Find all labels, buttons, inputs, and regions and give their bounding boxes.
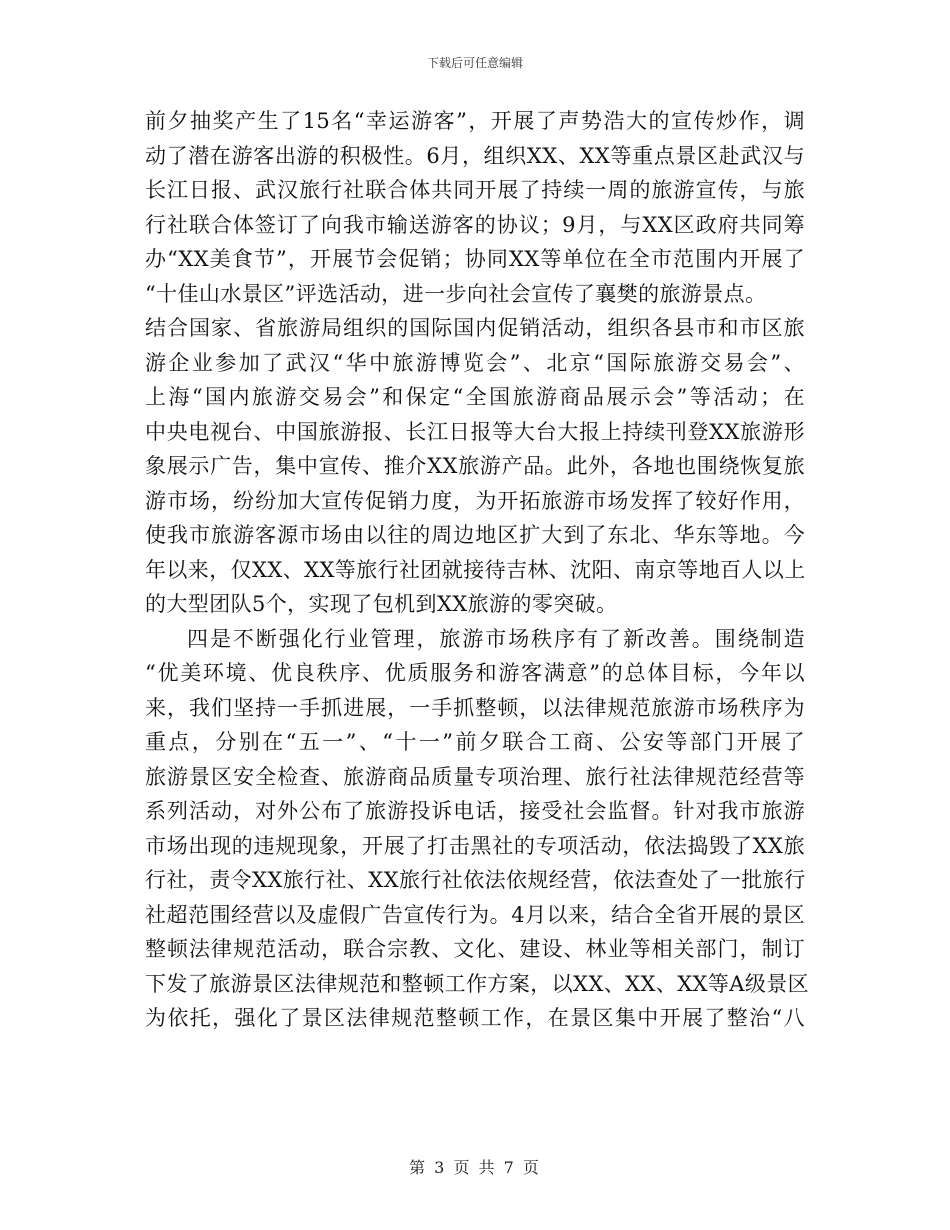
document-body [145,104,810,1036]
text-line: 上海“国内旅游交易会”和保定“全国旅游商品展示会”等活动；在 [145,385,805,409]
text-line: 中央电视台、中国旅游报、长江日报等大台大报上持续刊登XX旅游形 [145,419,805,444]
text-line: 象展示广告，集中宣传、推介XX旅游产品。此外，各地也围绕恢复旅 [145,454,805,478]
text-line: 游市场，纷纷加大宣传促销力度，为开拓旅游市场发挥了较好作用， [145,488,805,513]
text-line: 办“XX美食节”，开展节会促销；协同XX等单位在全市范围内开展了 [145,247,805,271]
text-line: 游企业参加了武汉“华中旅游博览会”、北京“国际旅游交易会”、 [145,350,805,375]
text-line: 使我市旅游客源市场由以往的周边地区扩大到了东北、华东等地。今 [145,523,805,547]
text-line: 前夕抽奖产生了15名“幸运游客”，开展了声势浩大的宣传炒作，调 [145,109,805,133]
text-line: 整顿法律规范活动，联合宗教、文化、建设、林业等相关部门，制订 [145,937,805,961]
text-line: 结合国家、省旅游局组织的国际国内促销活动，组织各县市和市区旅 [145,316,805,340]
text-line: 动了潜在游客出游的积极性。6月，组织XX、XX等重点景区赴武汉与 [145,143,805,168]
text-line: “优美环境、优良秩序、优质服务和游客满意”的总体目标，今年以 [145,661,805,685]
page-header-note: 下载后可任意编辑 [426,56,523,70]
paragraph-first-line: 四是不断强化行业管理，旅游市场秩序有了新改善。围绕制造 [187,626,805,651]
text-line: “十佳山水景区”评选活动，进一步向社会宣传了襄樊的旅游景点。 [145,281,767,306]
text-line: 系列活动，对外公布了旅游投诉电话，接受社会监督。针对我市旅游 [145,799,805,823]
text-line: 年以来，仅XX、XX等旅行社团就接待吉林、沈阳、南京等地百人以上 [145,557,806,582]
text-line: 来，我们坚持一手抓进展，一手抓整顿，以法律规范旅游市场秩序为 [145,695,805,720]
text-line: 行社，责令XX旅行社、XX旅行社依法依规经营，依法查处了一批旅行 [145,868,806,892]
text-line: 重点，分别在“五一”、“十一”前夕联合工商、公安等部门开展了 [145,730,805,754]
text-line: 旅游景区安全检查、旅游商品质量专项治理、旅行社法律规范经营等 [145,764,805,789]
text-line: 社超范围经营以及虚假广告宣传行为。4月以来，结合全省开展的景区 [145,902,805,927]
text-line: 为依托，强化了景区法律规范整顿工作，在景区集中开展了整治“八 [145,1006,805,1030]
text-line: 下发了旅游景区法律规范和整顿工作方案，以XX、XX、XX等A级景区 [145,971,810,996]
text-line: 的大型团队5个，实现了包机到XX旅游的零突破。 [145,592,618,616]
text-line: 长江日报、武汉旅行社联合体共同开展了持续一周的旅游宣传，与旅 [145,178,805,202]
text-line: 行社联合体签订了向我市输送游客的协议；9月，与XX区政府共同筹 [145,212,805,237]
page-number: 第 3 页 共 7 页 [409,1158,541,1177]
text-line: 市场出现的违规现象，开展了打击黑社的专项活动，依法捣毁了XX旅 [145,833,805,858]
